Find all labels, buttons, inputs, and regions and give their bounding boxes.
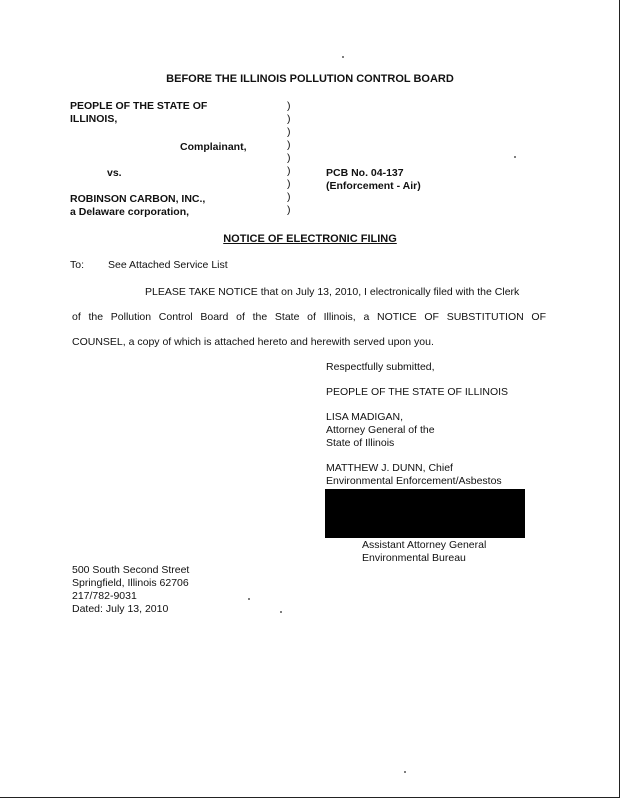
dated-line: Dated: July 13, 2010 — [72, 603, 169, 615]
address-street: 500 South Second Street — [72, 564, 190, 576]
chief-name: MATTHEW J. DUNN, Chief — [326, 462, 453, 474]
caption-paren: ) — [287, 152, 291, 164]
attorney-general-name: LISA MADIGAN, — [326, 411, 404, 423]
case-number: PCB No. 04-137 — [326, 167, 404, 179]
caption-paren: ) — [287, 191, 291, 203]
plaintiff-line-1: PEOPLE OF THE STATE OF — [70, 100, 208, 112]
scan-speck — [404, 771, 406, 773]
address-phone: 217/782-9031 — [72, 590, 137, 602]
plaintiff-line-2: ILLINOIS, — [70, 113, 118, 125]
caption-paren: ) — [287, 178, 291, 190]
party-name: PEOPLE OF THE STATE OF ILLINOIS — [326, 386, 509, 398]
versus-label: vs. — [107, 167, 122, 179]
case-type: (Enforcement - Air) — [326, 180, 421, 192]
notice-body-line-2: of the Pollution Control Board of the State of Illinois, a NOTICE OF SUBSTITUTION OF — [72, 311, 546, 323]
caption-paren: ) — [287, 165, 291, 177]
caption-paren: ) — [287, 204, 291, 216]
attorney-general-title-2: State of Illinois — [326, 437, 395, 449]
caption-paren: ) — [287, 113, 291, 125]
attorney-general-title-1: Attorney General of the — [326, 424, 435, 436]
to-value: See Attached Service List — [108, 259, 228, 271]
caption-paren: ) — [287, 126, 291, 138]
caption-paren: ) — [287, 100, 291, 112]
to-label: To: — [70, 259, 85, 271]
signer-title-2: Environmental Bureau — [362, 552, 466, 564]
complainant-label: Complainant, — [180, 141, 247, 153]
chief-division: Environmental Enforcement/Asbestos — [326, 475, 502, 487]
notice-body-line-1: PLEASE TAKE NOTICE that on July 13, 2010, I electronically filed with the Clerk — [145, 286, 520, 298]
notice-heading: NOTICE OF ELECTRONIC FILING — [223, 233, 397, 245]
signer-title-1: Assistant Attorney General — [362, 539, 487, 551]
scan-speck — [514, 156, 516, 158]
caption-paren: ) — [287, 139, 291, 151]
closing: Respectfully submitted, — [326, 361, 435, 373]
scan-speck — [248, 598, 250, 600]
notice-body-line-3: COUNSEL, a copy of which is attached hereto and herewith served upon you. — [72, 336, 434, 348]
defendant-line-1: ROBINSON CARBON, INC., — [70, 193, 206, 205]
redaction-block — [325, 489, 525, 538]
address-city: Springfield, Illinois 62706 — [72, 577, 189, 589]
defendant-line-2: a Delaware corporation, — [70, 206, 190, 218]
board-title: BEFORE THE ILLINOIS POLLUTION CONTROL BOARD — [166, 73, 454, 85]
scan-speck — [280, 611, 282, 613]
scan-speck — [342, 56, 344, 58]
